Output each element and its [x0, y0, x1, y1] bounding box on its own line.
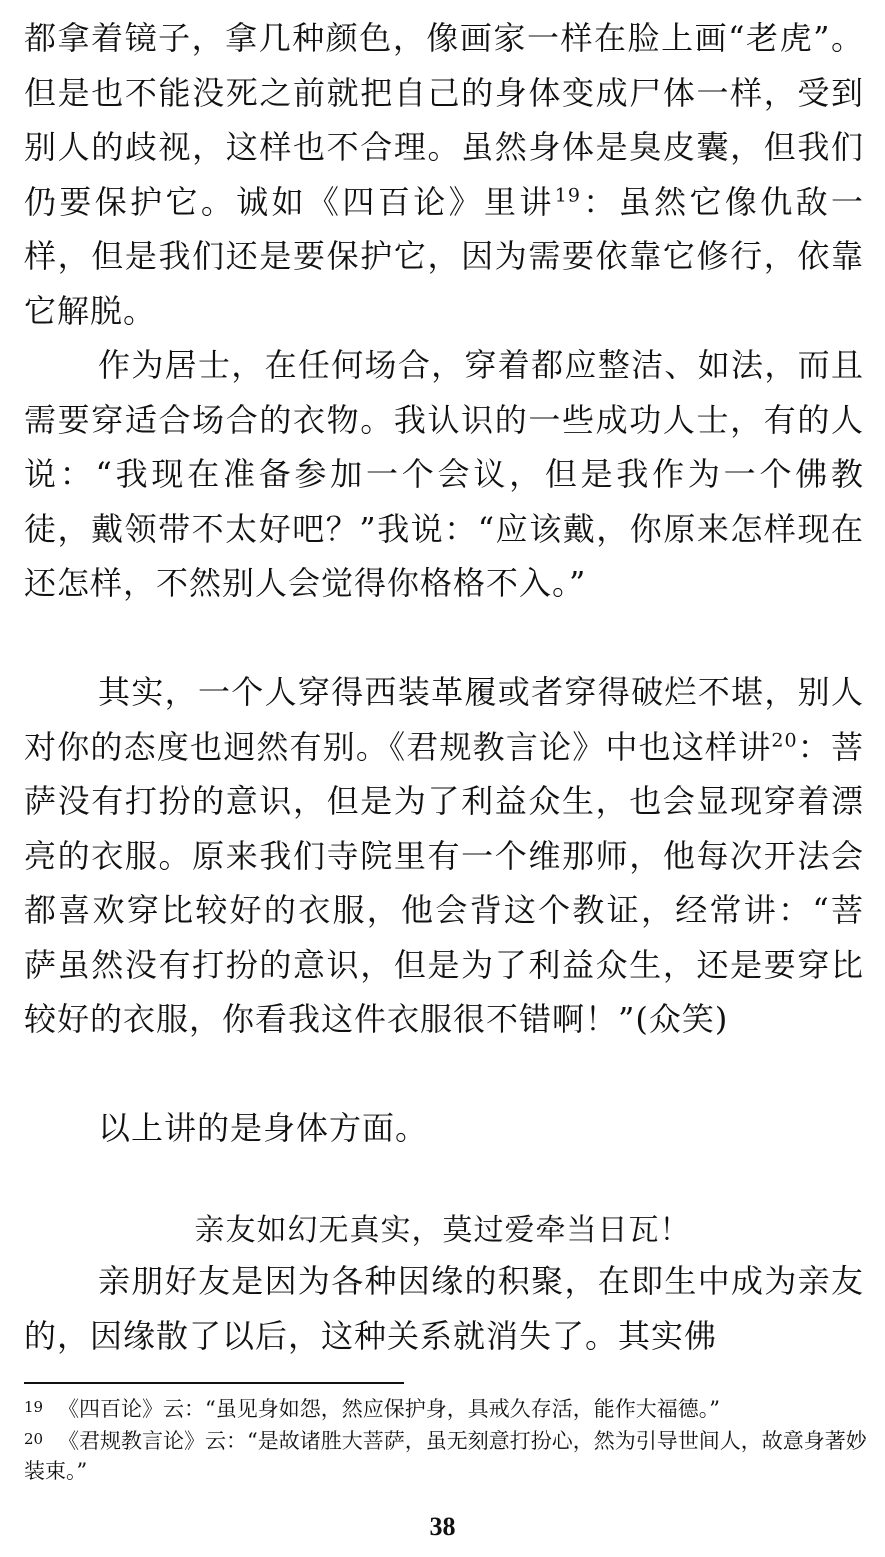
paragraph-text: 其实，一个人穿得西装革履或者穿得破烂不堪，别人对你的态度也迥然有别。《君规教言论》中也这样讲 [24, 673, 864, 766]
paragraph-text: 作为居士，在任何场合，穿着都应整洁、如法，而且需要穿适合场合的衣物。我认识的一些成功人士，有的人说：“我现在准备参加一个会议，但是我作为一个佛教徒，戴领带不太好吧？”我说：“应该戴，你原来怎样现在还怎样，不然别人会觉得你格格不入。” [24, 346, 864, 602]
paragraph-text-continued: ：虽然它像仇敌一样，但是我们还是要保护它，因为需要依靠它修行，依靠它解脱。 [24, 182, 864, 330]
paragraph-friends [24, 1254, 864, 1363]
footnote-text: 《四百论》云：“虽见身如怨，然应保护身，具戒久存活，能作大福德。” [58, 1397, 720, 1421]
footnote-number: 19 [24, 1398, 44, 1416]
paragraph-appearance [24, 665, 864, 1047]
footnote-19 [24, 1392, 869, 1424]
verse-heading: 亲友如幻无真实，莫过爱牵当日瓦！ [194, 1213, 691, 1248]
paragraph-text: 亲朋好友是因为各种因缘的积聚，在即生中成为亲友的，因缘散了以后，这种关系就消失了。其实佛 [24, 1262, 864, 1355]
paragraph-summary [24, 1101, 864, 1156]
paragraph-body-protection [24, 11, 864, 338]
paragraph-clothing [24, 338, 864, 611]
footnote-divider [24, 1382, 404, 1384]
paragraph-text: 以上讲的是身体方面。 [98, 1109, 429, 1147]
page-number: 38 [429, 1512, 456, 1541]
footnote-text: 《君规教言论》云：“是故诸胜大菩萨，虽无刻意打扮心，然为引导世间人，故意身著妙装束。” [24, 1429, 867, 1483]
footnote-ref-20[interactable]: 20 [771, 728, 798, 751]
footnote-number: 20 [24, 1430, 44, 1448]
footnote-ref-19[interactable]: 19 [554, 183, 581, 206]
paragraph-text-continued: ：菩萨没有打扮的意识，但是为了利益众生，也会显现穿着漂亮的衣服。原来我们寺院里有一个维那师，他每次开法会都喜欢穿比较好的衣服，他会背这个教证，经常讲：“菩萨虽然没有打扮的意识，但是为了利益众生，还是要穿比较好的衣服，你看我这件衣服很不错啊！”(众笑) [24, 727, 864, 1038]
paragraph-text: 都拿着镜子，拿几种颜色，像画家一样在脸上画“老虎”。但是也不能没死之前就把自己的身体变成尸体一样，受到别人的歧视，这样也不合理。虽然身体是臭皮囊，但我们仍要保护它。诚如《四百论》里讲 [24, 19, 864, 221]
footnote-20 [24, 1424, 869, 1486]
